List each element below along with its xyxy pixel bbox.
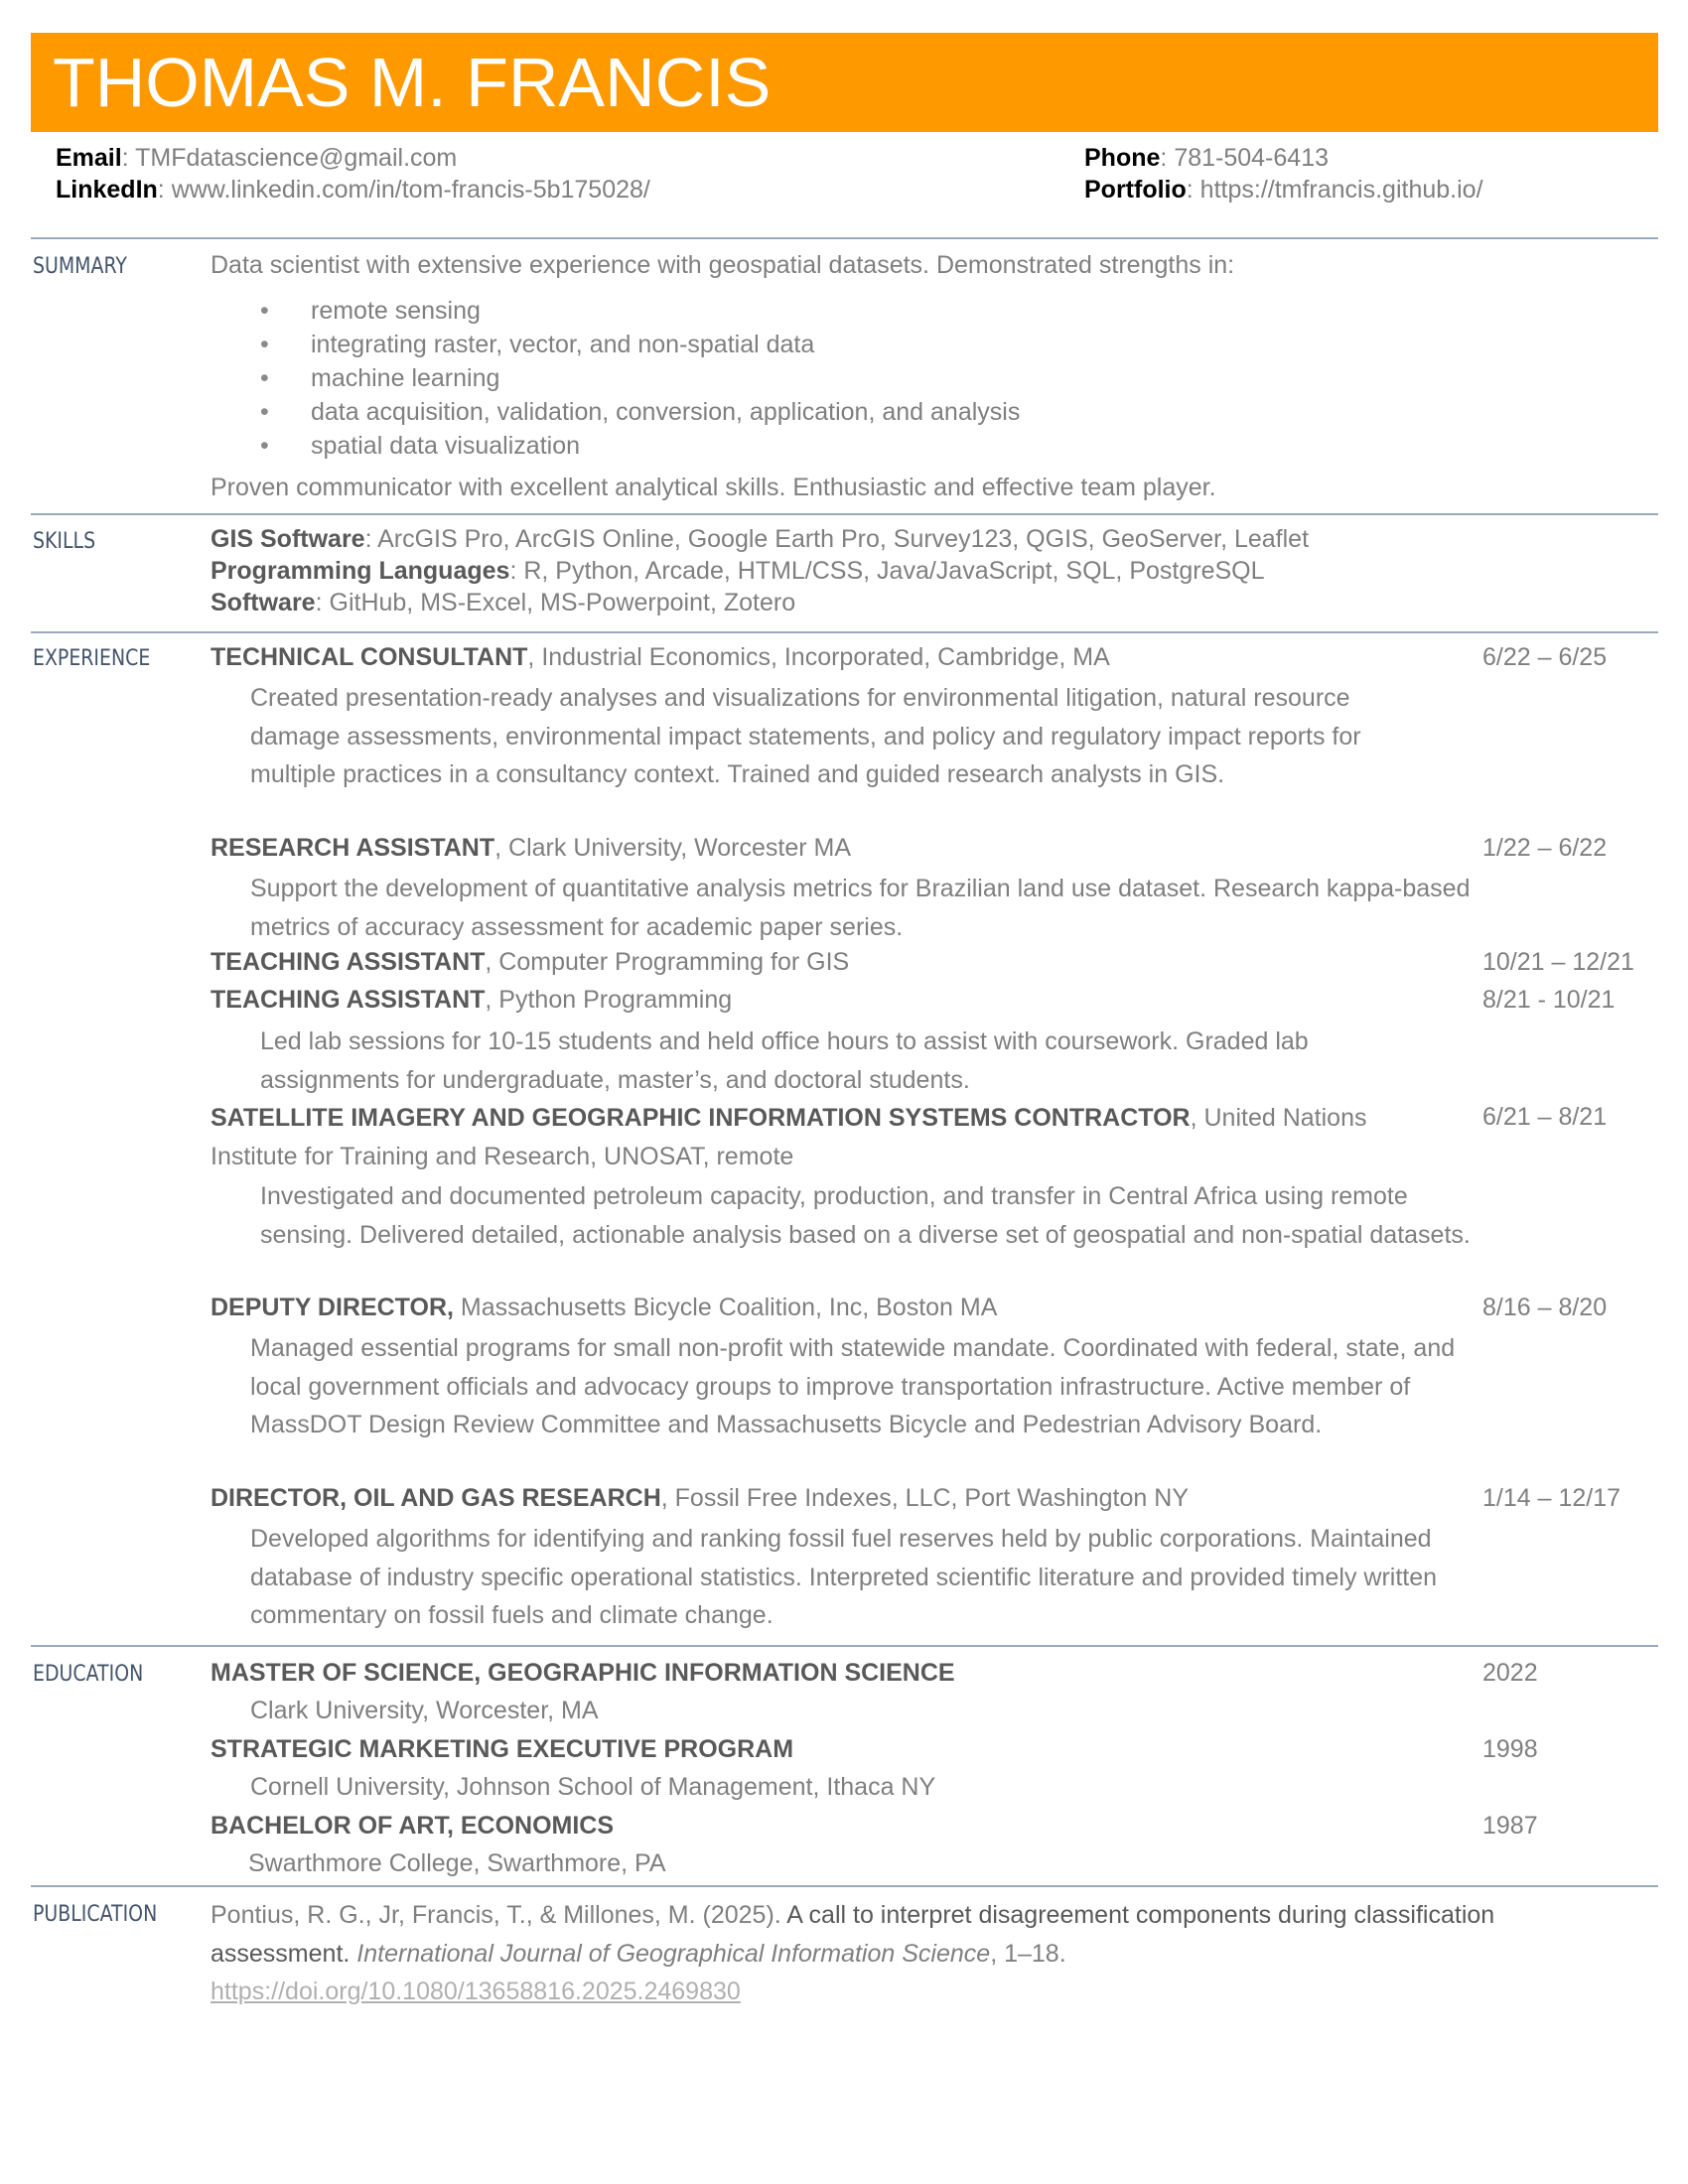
job-heading: TEACHING ASSISTANT, Python Programming (211, 986, 733, 1014)
skills-list (211, 523, 1309, 618)
job-dates: 8/16 – 8/20 (1482, 1294, 1608, 1321)
publication-citation (211, 1896, 1501, 2011)
section-label-skills: SKILLS (33, 529, 96, 554)
job-heading: RESEARCH ASSISTANT, Clark University, Worcester MA (211, 834, 851, 862)
degree-year: 1987 (1482, 1812, 1538, 1840)
section-label-experience: EXPERIENCE (33, 646, 151, 671)
degree-year: 1998 (1482, 1735, 1538, 1763)
list-item: • machine learning (256, 361, 1020, 395)
email-line: Email: TMFdatascience@gmail.com (56, 144, 458, 172)
publication-title: A call to interpret disagreement components during classification assessment. (211, 1901, 1495, 1968)
publication-authors: Pontius, R. G., Jr, Francis, T., & Millones, M. (2025). (211, 1901, 787, 1929)
skill-row: GIS Software: ArcGIS Pro, ArcGIS Online, Google Earth Pro, Survey123, QGIS, GeoServer, Leaflet (211, 525, 1310, 553)
job-heading: DIRECTOR, OIL AND GAS RESEARCH, Fossil Free Indexes, LLC, Port Washington NY (211, 1484, 1189, 1512)
email-label: Email (56, 144, 122, 172)
divider (31, 1645, 1658, 1647)
linkedin-label: LinkedIn (56, 176, 158, 204)
list-item: • remote sensing (256, 294, 1020, 328)
job-description: Created presentation-ready analyses and visualizations for environmental litigation, natural resource damage assessments, environmental impact statements, and policy and regulatory impact reports for multiple practices in a consultancy context. Trained and guided research analysts in GIS. (250, 684, 1361, 788)
degree-school: Cornell University, Johnson School of Management, Ithaca NY (250, 1773, 936, 1801)
portfolio-link[interactable]: https://tmfrancis.github.io/ (1199, 176, 1483, 204)
degree-title: MASTER OF SCIENCE, GEOGRAPHIC INFORMATION SCIENCE (211, 1659, 955, 1687)
divider (31, 631, 1658, 633)
job-dates: 10/21 – 12/21 (1482, 948, 1634, 976)
job-description: Support the development of quantitative analysis metrics for Brazilian land use dataset. Research kappa-based metrics of accuracy assessment for academic paper series. (250, 875, 1471, 941)
divider (31, 237, 1658, 239)
name-banner (31, 33, 1658, 132)
degree-title: BACHELOR OF ART, ECONOMICS (211, 1812, 615, 1840)
skill-row: Programming Languages: R, Python, Arcade, HTML/CSS, Java/JavaScript, SQL, PostgreSQL (211, 557, 1265, 585)
portfolio-label: Portfolio (1084, 176, 1187, 204)
candidate-name: THOMAS M. FRANCIS (53, 44, 772, 121)
list-item: • integrating raster, vector, and non-spatial data (256, 328, 1020, 361)
degree-school: Swarthmore College, Swarthmore, PA (248, 1849, 666, 1877)
phone-value: 781-504-6413 (1174, 144, 1330, 172)
contact-left (56, 142, 650, 205)
summary-closing: Proven communicator with excellent analytical skills. Enthusiastic and effective team player. (211, 474, 1216, 501)
section-label-education: EDUCATION (33, 1662, 144, 1687)
list-item: • spatial data visualization (256, 429, 1020, 463)
portfolio-line: Portfolio: https://tmfrancis.github.io/ (1084, 176, 1483, 204)
publication-journal: International Journal of Geographical Information Science (356, 1939, 991, 1968)
job-dates: 1/22 – 6/22 (1482, 834, 1608, 862)
job-dates: 6/21 – 8/21 (1482, 1103, 1608, 1131)
linkedin-line: LinkedIn: www.linkedin.com/in/tom-francis-5b175028/ (56, 176, 650, 204)
job-heading: TECHNICAL CONSULTANT, Industrial Economics, Incorporated, Cambridge, MA (211, 643, 1110, 671)
job-description: Investigated and documented petroleum capacity, production, and transfer in Central Africa using remote sensing. Delivered detailed, actionable analysis based on a diverse set of geospatial and non-spatial datasets. (260, 1182, 1471, 1249)
section-label-publication: PUBLICATION (33, 1902, 158, 1927)
job-heading: SATELLITE IMAGERY AND GEOGRAPHIC INFORMATION SYSTEMS CONTRACTOR, United Nations Institute for Training and Research, UNOSAT, remote (211, 1104, 1367, 1170)
publication-doi-link[interactable]: https://doi.org/10.1080/13658816.2025.2469830 (211, 1978, 741, 2005)
linkedin-link[interactable]: www.linkedin.com/in/tom-francis-5b175028/ (171, 176, 650, 204)
degree-title: STRATEGIC MARKETING EXECUTIVE PROGRAM (211, 1735, 794, 1763)
degree-year: 2022 (1482, 1659, 1538, 1687)
section-label-summary: SUMMARY (33, 254, 127, 279)
contact-right (1084, 142, 1483, 205)
job-heading: TEACHING ASSISTANT, Computer Programming for GIS (211, 948, 850, 976)
summary-intro: Data scientist with extensive experience with geospatial datasets. Demonstrated strengths in: (211, 251, 1235, 279)
job-description: Developed algorithms for identifying and ranking fossil fuel reserves held by public corporations. Maintained database of industry specific operational statistics. Interpreted scientific literature and provided timely written commentary on fossil fuels and climate change. (250, 1525, 1438, 1629)
divider (31, 1885, 1658, 1887)
job-description: Managed essential programs for small non-profit with statewide mandate. Coordinated with federal, state, and local government officials and advocacy groups to improve transportation infrastructure. Active member of MassDOT Design Review Committee and Massachusetts Bicycle and Pedestrian Advisory Board. (250, 1334, 1456, 1438)
phone-label: Phone (1084, 144, 1161, 172)
skill-row: Software: GitHub, MS-Excel, MS-Powerpoint, Zotero (211, 589, 796, 616)
phone-line: Phone: 781-504-6413 (1084, 144, 1330, 172)
divider (31, 513, 1658, 515)
summary-strengths-list (256, 294, 1020, 463)
job-dates: 8/21 - 10/21 (1482, 986, 1616, 1014)
publication-pages: , 1–18. (990, 1939, 1066, 1968)
email-value[interactable]: TMFdatascience@gmail.com (135, 144, 458, 172)
job-heading: DEPUTY DIRECTOR, Massachusetts Bicycle Coalition, Inc, Boston MA (211, 1294, 998, 1321)
list-item: • data acquisition, validation, conversion, application, and analysis (256, 395, 1020, 429)
job-description: Led lab sessions for 10-15 students and held office hours to assist with coursework. Graded lab assignments for undergraduate, master’s, and doctoral students. (260, 1027, 1309, 1094)
degree-school: Clark University, Worcester, MA (250, 1697, 599, 1724)
job-dates: 1/14 – 12/17 (1482, 1484, 1621, 1512)
job-dates: 6/22 – 6/25 (1482, 643, 1608, 671)
